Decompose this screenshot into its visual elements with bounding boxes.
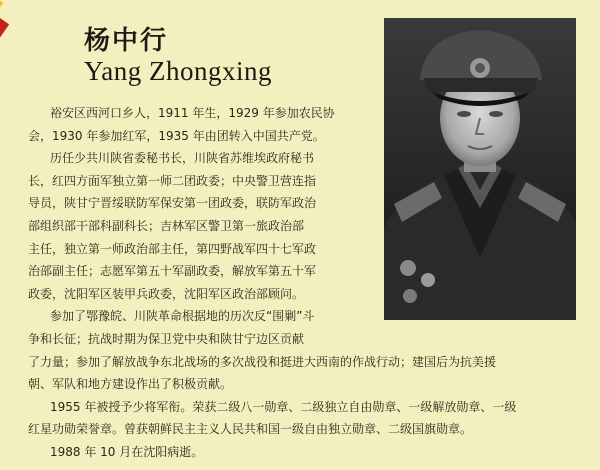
bio-line: 导员，陕甘宁晋绥联防军保安第一团政委，联防军政治 bbox=[28, 196, 317, 211]
bio-paragraph-2 bbox=[28, 147, 378, 305]
bio-line: 会，1930 年参加红军，1935 年由团转入中国共产党。 bbox=[28, 128, 325, 143]
bio-line: 长，红四方面军独立第一师二团政委；中央警卫营连指 bbox=[28, 173, 317, 188]
bio-line: 了力量；参加了解放战争东北战场的多次战役和挺进大西南的作战行动；建国后为抗美援 bbox=[28, 354, 497, 369]
bio-line: 参加了鄂豫皖、川陕革命根据地的历次反“围剿”斗 bbox=[50, 309, 315, 324]
bio-line: 治部副主任；志愿军第五十军副政委，解放军第五十军 bbox=[28, 264, 317, 279]
bio-paragraph-5 bbox=[28, 441, 584, 464]
name-english: Yang Zhongxing bbox=[84, 56, 273, 86]
bio-line: 部组织部干部科副科长；吉林军区警卫第一旅政治部 bbox=[28, 218, 305, 233]
bio-line: 裕安区西河口乡人，1911 年生，1929 年参加农民协 bbox=[50, 106, 335, 120]
bio-line: 政委，沈阳军区装甲兵政委，沈阳军区政治部顾问。 bbox=[28, 286, 305, 301]
corner-decoration bbox=[0, 0, 80, 80]
bio-line: 主任，独立第一师政治部主任，第四野战军四十七军政 bbox=[28, 241, 317, 256]
bio-line: 争和长征；抗战时期为保卫党中央和陕甘宁边区贡献 bbox=[28, 331, 305, 346]
bio-paragraph-1 bbox=[28, 102, 378, 147]
name-chinese: 杨中行 bbox=[84, 26, 169, 56]
bio-line: 1955 年被授予少将军衔。荣获二级八一勋章、二级独立自由勋章、一级解放勋章、一级 bbox=[50, 399, 517, 414]
biography bbox=[28, 102, 584, 464]
bio-line: 历任少共川陕省委秘书长，川陕省苏维埃政府秘书 bbox=[50, 151, 315, 166]
bio-line: 朝、军队和地方建设作出了积极贡献。 bbox=[28, 377, 233, 392]
bio-line: 红星功勋荣誉章。曾获朝鲜民主主义人民共和国一级自由独立勋章、二级国旗勋章。 bbox=[28, 422, 473, 437]
bio-paragraph-4 bbox=[28, 396, 584, 441]
bio-line: 1988 年 10 月在沈阳病逝。 bbox=[50, 444, 204, 459]
bio-paragraph-3 bbox=[28, 305, 584, 395]
